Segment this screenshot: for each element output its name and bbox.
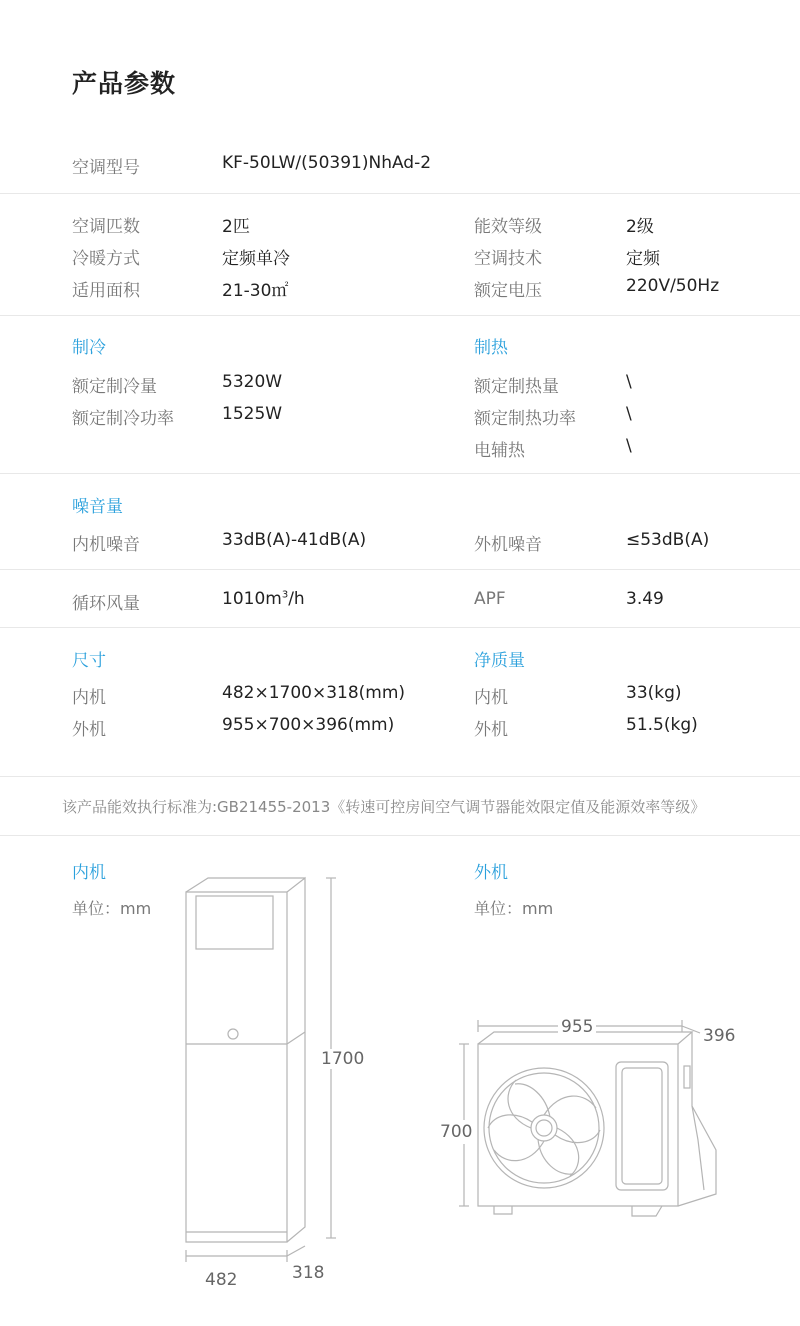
spec-label: 空调匹数 — [72, 217, 140, 237]
weight-value: 33(kg) — [626, 683, 682, 703]
spec-value: 2级 — [626, 217, 654, 237]
heating-value: \ — [626, 404, 632, 424]
cooling-heading: 制冷 — [72, 338, 106, 358]
spec-label: 额定电压 — [474, 281, 542, 301]
weight-label: 内机 — [474, 688, 508, 708]
indoor-depth-label: 318 — [292, 1263, 325, 1283]
model-value: KF-50LW/(50391)NhAd-2 — [222, 153, 432, 173]
heating-label: 电辅热 — [474, 441, 525, 461]
noise-label: 外机噪音 — [474, 535, 542, 555]
spec-label: 冷暖方式 — [72, 249, 140, 269]
heating-label: 额定制热量 — [474, 377, 559, 397]
apf-value: 3.49 — [626, 589, 664, 609]
cooling-label: 额定制冷量 — [72, 377, 157, 397]
spec-value: 定频单冷 — [222, 249, 290, 269]
spec-value: 220V/50Hz — [626, 276, 720, 296]
size-label: 内机 — [72, 688, 106, 708]
heating-heading: 制热 — [474, 338, 508, 358]
weight-value: 51.5(kg) — [626, 715, 698, 735]
indoor-diagram-heading: 内机 — [72, 863, 106, 883]
cooling-value: 1525W — [222, 404, 283, 424]
indoor-width-label: 482 — [205, 1270, 238, 1290]
model-label: 空调型号 — [72, 158, 140, 178]
outdoor-diagram-heading: 外机 — [474, 863, 508, 883]
spec-value: 2匹 — [222, 217, 250, 237]
size-value: 955×700×396(mm) — [222, 715, 395, 735]
noise-value: ≤53dB(A) — [626, 530, 710, 550]
weight-label: 外机 — [474, 720, 508, 740]
apf-label: APF — [474, 589, 506, 609]
spec-value: 定频 — [626, 249, 660, 269]
spec-label: 适用面积 — [72, 281, 140, 301]
outdoor-unit-drawing — [459, 1020, 716, 1216]
weight-heading: 净质量 — [474, 651, 525, 671]
spec-label: 能效等级 — [474, 217, 542, 237]
outdoor-width-label: 955 — [558, 1017, 596, 1037]
size-heading: 尺寸 — [72, 651, 106, 671]
airflow-value: $1010m^3/h$ — [222, 589, 305, 609]
airflow-label: 循环风量 — [72, 594, 140, 614]
cooling-value: 5320W — [222, 372, 283, 392]
noise-value: 33dB(A)-41dB(A) — [222, 530, 367, 550]
page-title: 产品参数 — [72, 69, 177, 98]
cooling-label: 额定制冷功率 — [72, 409, 174, 429]
standard-note: 该产品能效执行标准为:GB21455-2013《转速可控房间空气调节器能效限定值及能源效率等级》 — [62, 798, 706, 816]
heating-value: \ — [626, 436, 632, 456]
noise-heading: 噪音量 — [72, 497, 123, 517]
size-label: 外机 — [72, 720, 106, 740]
outdoor-unit-note: 单位：mm — [474, 899, 554, 918]
spec-label: 空调技术 — [474, 249, 542, 269]
heating-label: 额定制热功率 — [474, 409, 576, 429]
spec-value: 21-30㎡ — [222, 281, 289, 301]
indoor-unit-drawing — [186, 878, 336, 1262]
indoor-unit-note: 单位：mm — [72, 899, 152, 918]
size-value: 482×1700×318(mm) — [222, 683, 406, 703]
outdoor-height-label: 700 — [440, 1122, 473, 1142]
indoor-height-label: 1700 — [321, 1049, 365, 1069]
noise-label: 内机噪音 — [72, 535, 140, 555]
outdoor-depth-label: 396 — [703, 1026, 736, 1046]
heating-value: \ — [626, 372, 632, 392]
